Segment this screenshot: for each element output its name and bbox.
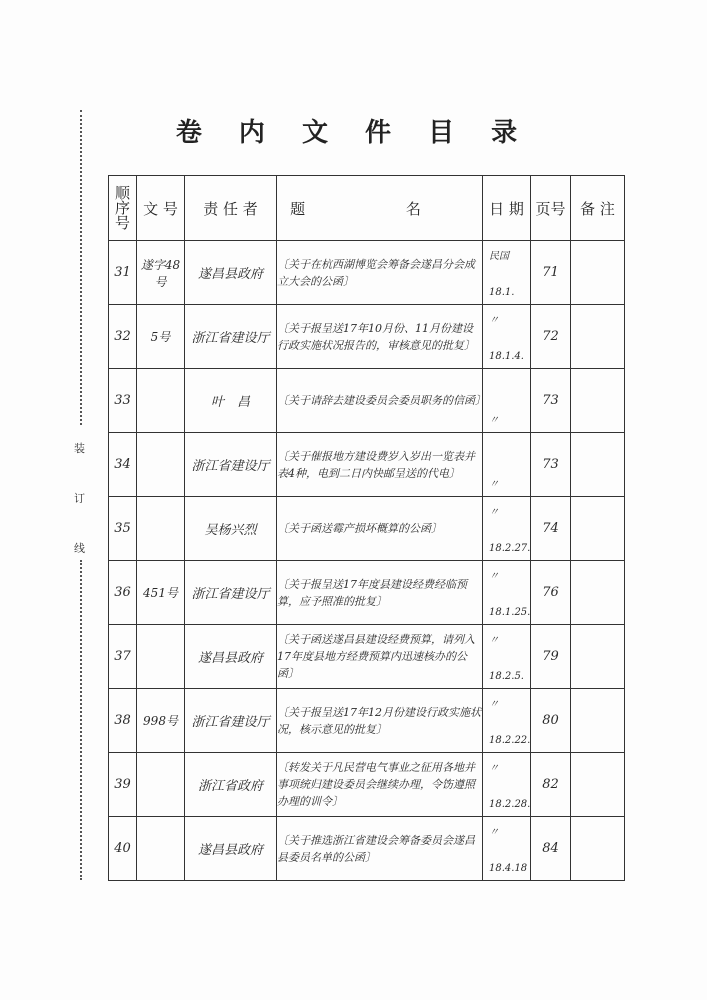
row-title: 〔关于催报地方建设费岁入岁出一览表并表4种，电到二日内快邮呈送的代电〕 (277, 433, 483, 497)
binding-mark-zhuang: 装 (74, 442, 85, 455)
row-note (571, 497, 625, 561)
row-date-mark: 〃 (489, 507, 499, 518)
table-row (109, 817, 625, 881)
file-catalog-table (108, 175, 625, 881)
row-note (571, 305, 625, 369)
row-responsible: 浙江省建设厅 (185, 305, 277, 369)
row-seq: 39 (109, 753, 137, 817)
row-title: 〔关于报呈送17年度县建设经费经临预算，应予照准的批复〕 (277, 561, 483, 625)
row-seq: 34 (109, 433, 137, 497)
row-date-value: 18.2.27. (489, 543, 531, 554)
row-doc-no (137, 753, 185, 817)
table-row (109, 625, 625, 689)
binding-dotted-line-top (80, 110, 82, 425)
row-seq: 37 (109, 625, 137, 689)
row-title: 〔关于请辞去建设委员会委员职务的信函〕 (277, 369, 483, 433)
row-seq: 35 (109, 497, 137, 561)
row-responsible: 吴杨兴烈 (185, 497, 277, 561)
table-row (109, 561, 625, 625)
row-doc-no (137, 497, 185, 561)
row-page: 76 (531, 561, 571, 625)
row-date-value: 〃 (489, 415, 499, 426)
table-row (109, 305, 625, 369)
row-doc-no: 遂字48号 (137, 241, 185, 305)
table-row (109, 689, 625, 753)
row-date (483, 305, 531, 369)
row-page: 71 (531, 241, 571, 305)
header-responsible: 责 任 者 (185, 176, 277, 241)
header-note: 备 注 (571, 176, 625, 241)
row-seq: 33 (109, 369, 137, 433)
row-note (571, 433, 625, 497)
row-responsible: 浙江省建设厅 (185, 561, 277, 625)
row-responsible: 浙江省建设厅 (185, 433, 277, 497)
row-date (483, 561, 531, 625)
row-date-mark: 〃 (489, 827, 499, 838)
row-note (571, 817, 625, 881)
row-responsible: 叶 昌 (185, 369, 277, 433)
row-note (571, 689, 625, 753)
row-doc-no (137, 369, 185, 433)
row-title: 〔转发关于凡民营电气事业之征用各地并事项统归建设委员会继续办理，令饬遵照办理的训令〕 (277, 753, 483, 817)
row-date-mark: 〃 (489, 699, 499, 710)
row-date (483, 433, 531, 497)
table-row (109, 497, 625, 561)
header-seq: 顺序号 (109, 176, 137, 241)
row-doc-no: 998号 (137, 689, 185, 753)
row-title: 〔关于在杭西湖博览会筹备会遂昌分会成立大会的公函〕 (277, 241, 483, 305)
row-date (483, 625, 531, 689)
row-note (571, 561, 625, 625)
row-date-value: 18.4.18 (489, 863, 528, 874)
row-title: 〔关于报呈送17年12月份建设行政实施状况，核示意见的批复〕 (277, 689, 483, 753)
row-responsible: 遂昌县政府 (185, 817, 277, 881)
row-date-mark: 〃 (489, 315, 499, 326)
page-title: 卷 内 文 件 目 录 (175, 118, 532, 148)
row-doc-no: 451号 (137, 561, 185, 625)
header-doc-no: 文 号 (137, 176, 185, 241)
row-note (571, 241, 625, 305)
row-note (571, 625, 625, 689)
row-date-value: 18.2.5. (489, 671, 524, 682)
row-date-mark: 〃 (489, 763, 499, 774)
row-seq: 32 (109, 305, 137, 369)
row-doc-no (137, 817, 185, 881)
row-date-value: 18.1. (489, 287, 515, 298)
header-page: 页号 (531, 176, 571, 241)
row-page: 72 (531, 305, 571, 369)
row-date-value: 18.2.22. (489, 735, 531, 746)
row-page: 74 (531, 497, 571, 561)
row-date-value: 〃 (489, 479, 499, 490)
row-title: 〔关于推选浙江省建设会筹备委员会遂昌县委员名单的公函〕 (277, 817, 483, 881)
row-date-value: 18.1.25. (489, 607, 531, 618)
row-date-mark: 民国 (489, 251, 509, 262)
header-title: 题 名 (277, 176, 483, 241)
table-header-row (109, 176, 625, 241)
table-row (109, 241, 625, 305)
row-page: 82 (531, 753, 571, 817)
row-title: 〔关于函送霉产损坏概算的公函〕 (277, 497, 483, 561)
row-date-value: 18.2.28. (489, 799, 531, 810)
binding-mark-ding: 订 (74, 492, 85, 505)
row-date (483, 753, 531, 817)
row-responsible: 浙江省建设厅 (185, 689, 277, 753)
row-responsible: 遂昌县政府 (185, 625, 277, 689)
row-page: 84 (531, 817, 571, 881)
table-row (109, 433, 625, 497)
row-date (483, 689, 531, 753)
row-date (483, 369, 531, 433)
row-date-mark: 〃 (489, 635, 499, 646)
row-date-value: 18.1.4. (489, 351, 524, 362)
row-date (483, 497, 531, 561)
table-row (109, 753, 625, 817)
row-page: 80 (531, 689, 571, 753)
header-date: 日 期 (483, 176, 531, 241)
row-note (571, 753, 625, 817)
row-seq: 40 (109, 817, 137, 881)
row-responsible: 浙江省政府 (185, 753, 277, 817)
binding-mark-xian: 线 (74, 542, 85, 555)
table-row (109, 369, 625, 433)
row-date-mark: 〃 (489, 571, 499, 582)
row-page: 73 (531, 369, 571, 433)
row-doc-no (137, 625, 185, 689)
row-page: 79 (531, 625, 571, 689)
row-page: 73 (531, 433, 571, 497)
row-responsible: 遂昌县政府 (185, 241, 277, 305)
row-date (483, 817, 531, 881)
row-note (571, 369, 625, 433)
row-date (483, 241, 531, 305)
row-title: 〔关于函送遂昌县建设经费预算，请列入17年度县地方经费预算内迅速核办的公函〕 (277, 625, 483, 689)
binding-dotted-line-bottom (80, 560, 82, 880)
row-doc-no (137, 433, 185, 497)
row-seq: 31 (109, 241, 137, 305)
row-seq: 36 (109, 561, 137, 625)
row-seq: 38 (109, 689, 137, 753)
row-title: 〔关于报呈送17年10月份、11月份建设行政实施状况报告的，审核意见的批复〕 (277, 305, 483, 369)
row-doc-no: 5号 (137, 305, 185, 369)
